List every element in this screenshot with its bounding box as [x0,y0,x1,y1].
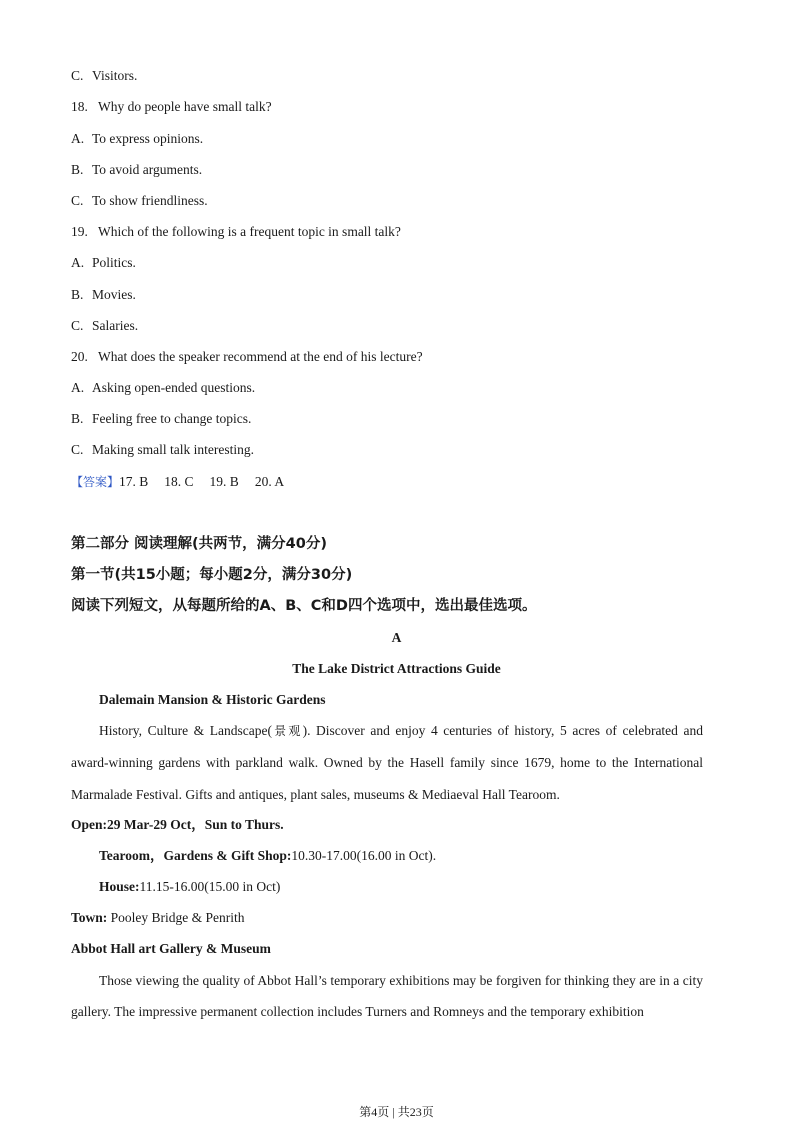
town-label: Town: [71,910,108,925]
question-text: Which of the following is a frequent topic in small talk? [98,224,401,239]
option-label: C. [71,68,84,83]
hours-label: Tearoom，Gardens & Gift Shop: [99,848,292,863]
subsection-title: 第一节(共15小题；每小题2分，满分30分) [71,567,353,583]
answer-tag: 【答案】 [71,475,120,489]
option-text: Movies. [92,287,136,302]
q17-option-c [71,68,137,84]
option-text: To express opinions. [92,131,204,146]
answer-line [71,474,284,490]
option-text: Making small talk interesting. [92,442,254,457]
q18-option-a [71,131,203,147]
q20-option-b [71,411,251,427]
dalemain-description [71,715,703,810]
option-text: Visitors. [92,68,138,83]
answer-item: 17. B [119,474,149,489]
q19-option-c [71,318,138,334]
option-label: A. [71,255,85,270]
option-label: A. [71,131,85,146]
q20-option-c [71,442,254,458]
hours-value: 11.15-16.00(15.00 in Oct) [139,879,281,894]
q18-question [71,99,272,115]
option-label: C. [71,318,84,333]
answer-item: 19. B [209,474,239,489]
page-footer: 第4页 | 共23页 [359,1105,434,1119]
passage-title: The Lake District Attractions Guide [292,661,501,676]
dalemain-house [99,879,280,895]
hours-label: House: [99,879,140,894]
option-label: B. [71,287,84,302]
passage-letter: A [391,630,402,645]
dalemain-town [71,910,245,926]
option-text: Politics. [92,255,136,270]
q20-question [71,349,423,365]
question-number: 20. [71,349,88,364]
dalemain-open: Open:29 Mar-29 Oct，Sun to Thurs. [71,817,284,832]
option-text: Salaries. [92,318,139,333]
question-number: 18. [71,99,88,114]
dalemain-heading: Dalemain Mansion & Historic Gardens [99,692,326,707]
desc-text: History, Culture & Landscape( [99,723,272,738]
q19-option-a [71,255,136,271]
option-text: Asking open-ended questions. [92,380,256,395]
answer-item: 20. A [254,474,285,489]
option-label: A. [71,380,85,395]
option-label: C. [71,193,84,208]
option-text: To show friendliness. [92,193,208,208]
question-number: 19. [71,224,88,239]
abbot-description: Those viewing the quality of Abbot Hall’s temporary exhibitions may be forgiven for thinking they are in a city gallery. The impressive permanent collection includes Turners and Romneys and the temporary exhibition [71,973,703,1020]
option-label: C. [71,442,84,457]
part-title: 第二部分 阅读理解(共两节，满分40分) [71,536,327,552]
option-label: B. [71,162,84,177]
instruction: 阅读下列短文，从每题所给的A、B、C和D四个选项中，选出最佳选项。 [71,598,537,614]
q18-option-c [71,193,208,209]
desc-cjk: 景观 [271,724,303,738]
q18-option-b [71,162,202,178]
option-label: B. [71,411,84,426]
q19-option-b [71,287,136,303]
answer-item: 18. C [164,474,194,489]
abbot-heading: Abbot Hall art Gallery & Museum [71,941,271,956]
option-text: Feeling free to change topics. [92,411,252,426]
town-value: Pooley Bridge & Penrith [107,910,245,925]
dalemain-tearoom [99,848,436,864]
q19-question [71,224,401,240]
question-text: Why do people have small talk? [98,99,272,114]
desc-text: ). Discover and enjoy 4 centuries of history, 5 acres of celebrated and award-winning gardens with parkland walk. Owned by the Hasell family since 1679, home to the International Marmalade Festival. Gifts and antiques, plant sales, museums & Mediaeval Hall Tearoom. [71,723,703,802]
option-text: To avoid arguments. [92,162,203,177]
q20-option-a [71,380,255,396]
hours-value: 10.30-17.00(16.00 in Oct). [291,848,437,863]
question-text: What does the speaker recommend at the end of his lecture? [98,349,423,364]
